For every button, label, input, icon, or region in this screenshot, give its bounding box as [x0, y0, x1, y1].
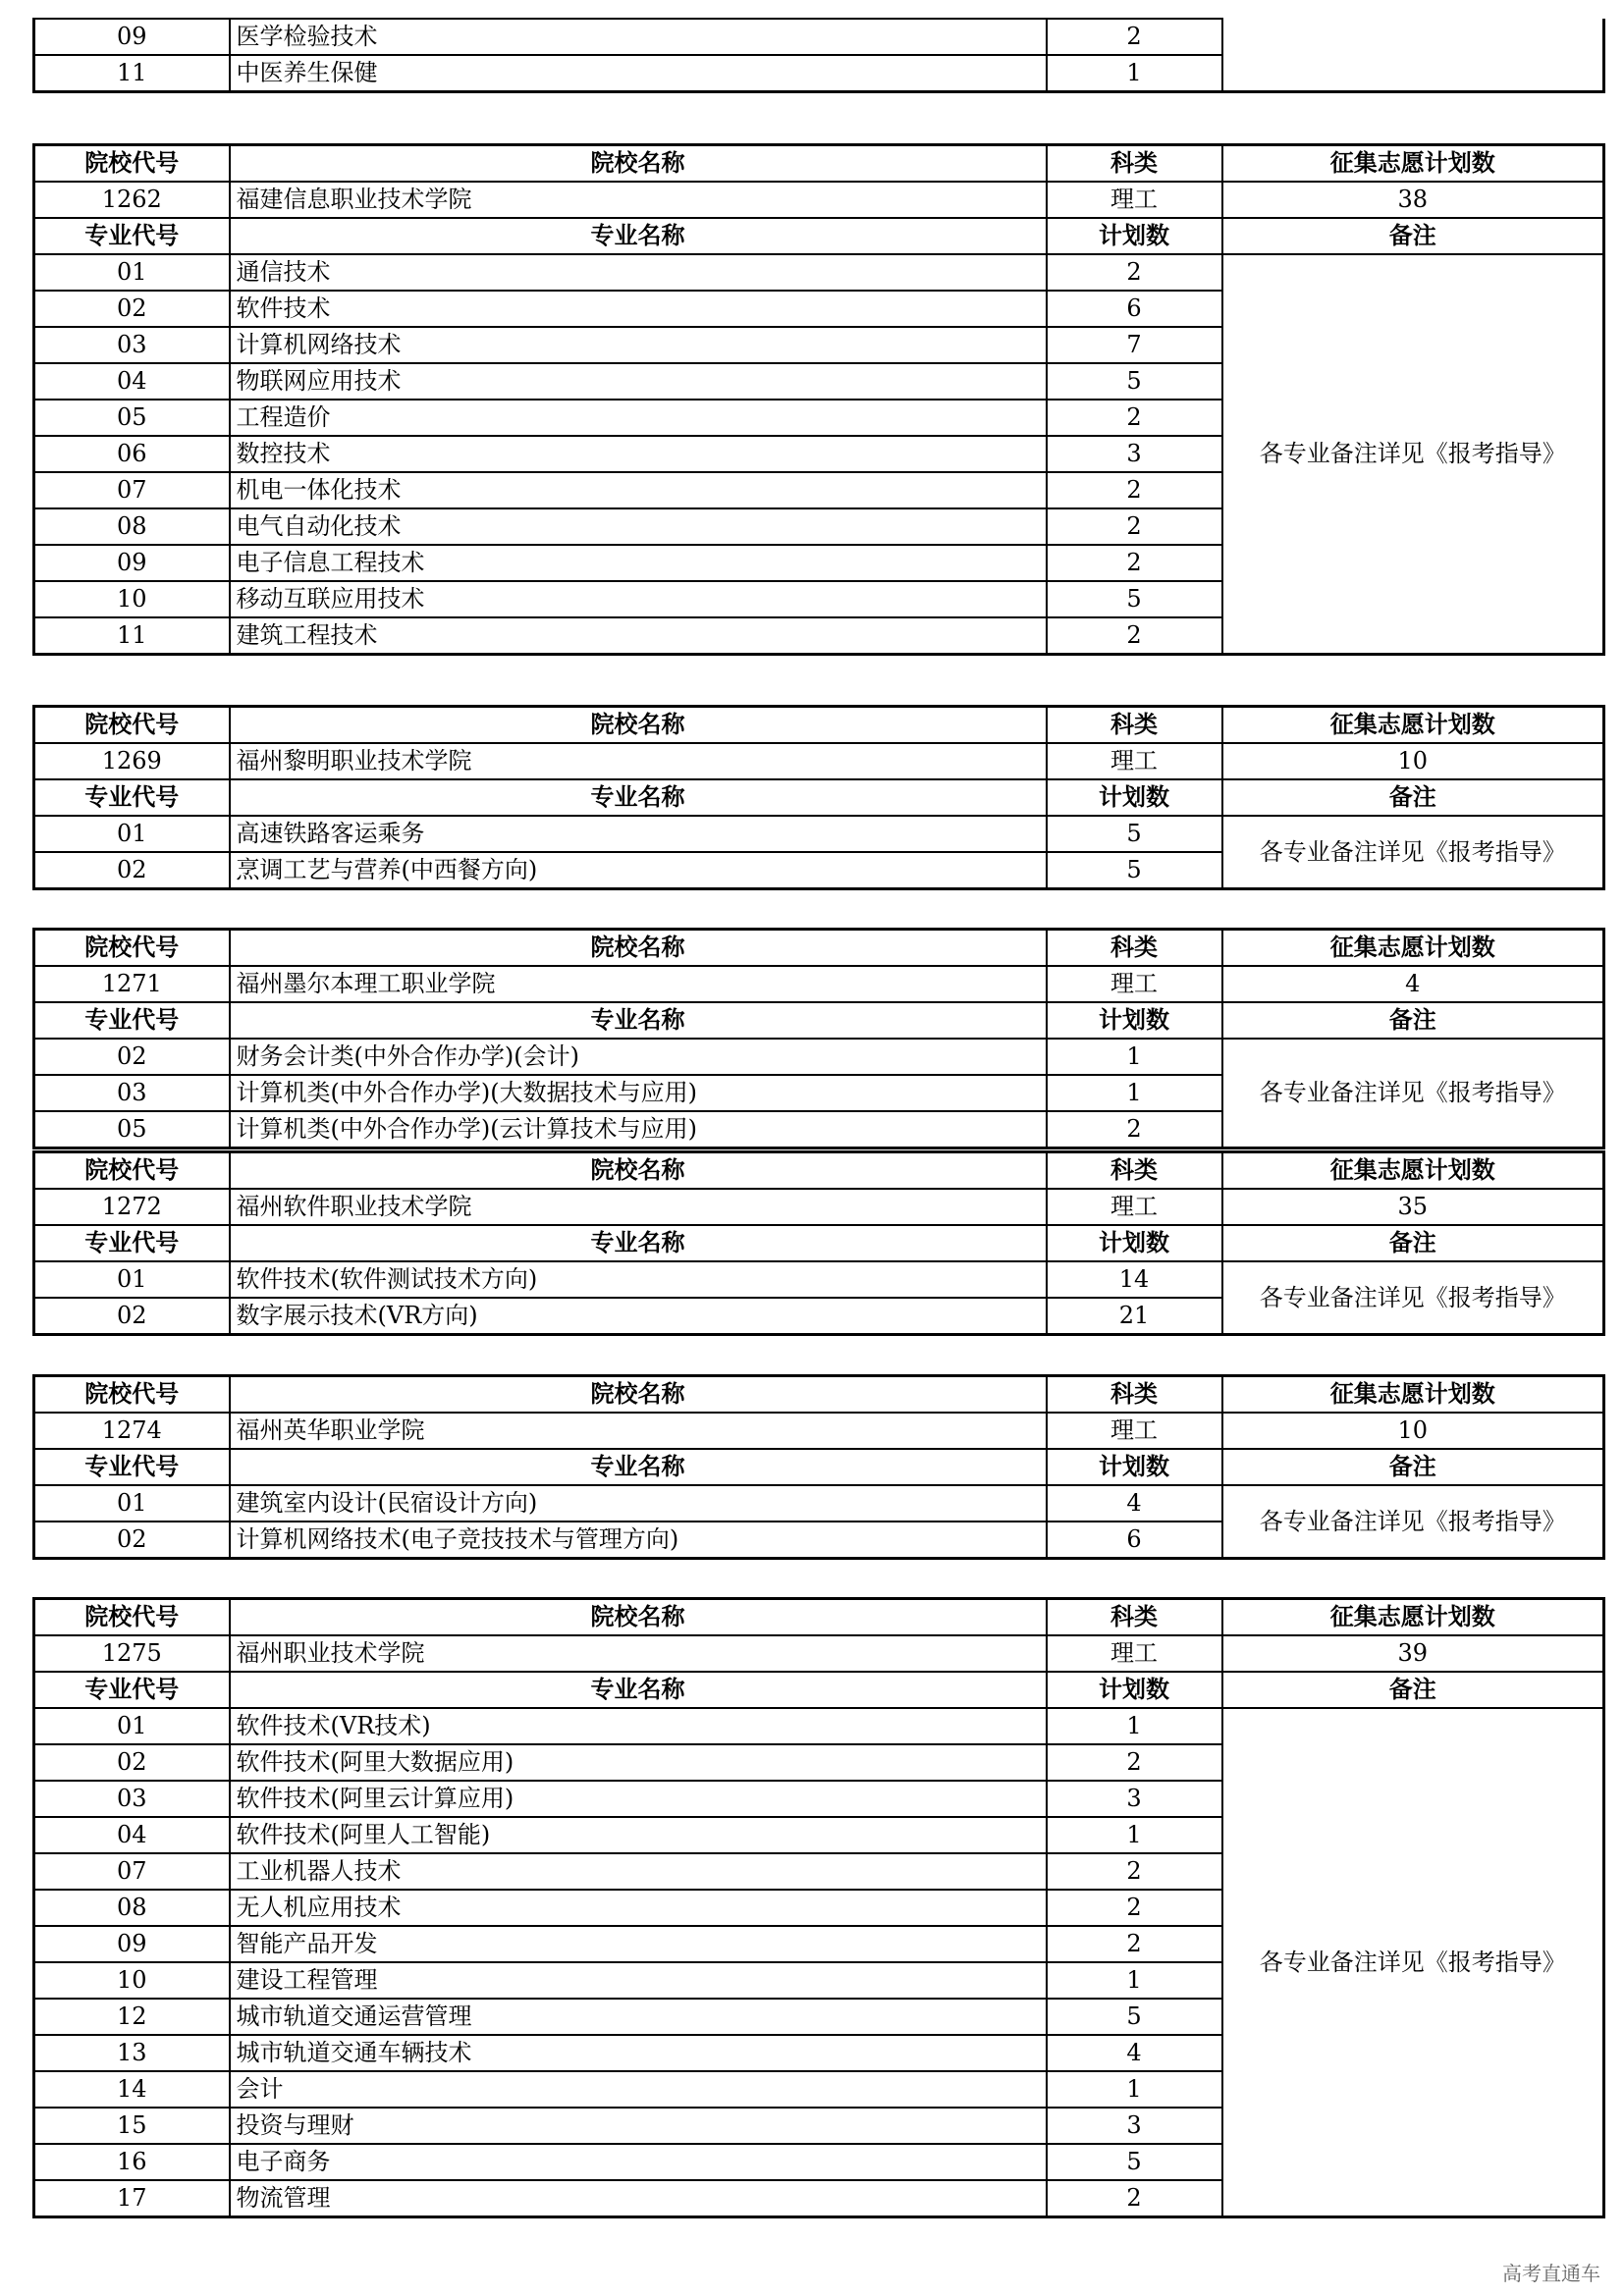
school-header-row	[34, 1599, 1604, 1636]
plan-total: 10	[1222, 1413, 1604, 1449]
plan-count: 2	[1047, 617, 1222, 655]
major-code: 03	[34, 327, 230, 363]
major-name: 通信技术	[230, 254, 1047, 291]
category: 理工	[1047, 182, 1222, 218]
school-name-header: 院校名称	[230, 1599, 1047, 1636]
category-header: 科类	[1047, 145, 1222, 183]
plan-count: 1	[1047, 55, 1222, 92]
watermark: 高考直通车	[1502, 2262, 1600, 2285]
major-code: 13	[34, 2035, 230, 2071]
plan-count: 1	[1047, 1817, 1222, 1853]
school-header-row	[34, 1152, 1604, 1190]
school-code: 1275	[34, 1635, 230, 1672]
remark: 各专业备注详见《报考指导》	[1222, 816, 1604, 889]
plan-count: 6	[1047, 1522, 1222, 1559]
major-row	[34, 1261, 1604, 1298]
major-code: 01	[34, 1485, 230, 1522]
major-name: 烹调工艺与营养(中西餐方向)	[230, 852, 1047, 889]
plan-count: 5	[1047, 1999, 1222, 2035]
category-header: 科类	[1047, 1152, 1222, 1190]
school-code-header: 院校代号	[34, 1152, 230, 1190]
plan-total: 10	[1222, 743, 1604, 779]
school-code-header: 院校代号	[34, 930, 230, 967]
major-row	[34, 1708, 1604, 1744]
major-name: 软件技术	[230, 291, 1047, 327]
major-code: 04	[34, 1817, 230, 1853]
plan-count: 2	[1047, 1111, 1222, 1148]
major-row	[34, 1039, 1604, 1075]
school-name-header: 院校名称	[230, 1376, 1047, 1414]
school-code: 1271	[34, 966, 230, 1002]
category: 理工	[1047, 743, 1222, 779]
major-name-header: 专业名称	[230, 1002, 1047, 1039]
major-code: 09	[34, 1926, 230, 1962]
major-code: 01	[34, 816, 230, 852]
major-code: 08	[34, 1890, 230, 1926]
major-name: 物流管理	[230, 2180, 1047, 2217]
plan-count: 14	[1047, 1261, 1222, 1298]
plan-count: 2	[1047, 1744, 1222, 1781]
major-name: 数控技术	[230, 436, 1047, 472]
school-code-header: 院校代号	[34, 1376, 230, 1414]
plan-count: 2	[1047, 508, 1222, 545]
major-code: 05	[34, 1111, 230, 1148]
category: 理工	[1047, 1635, 1222, 1672]
major-name-header: 专业名称	[230, 218, 1047, 254]
major-code: 02	[34, 1039, 230, 1075]
major-name: 工业机器人技术	[230, 1853, 1047, 1890]
major-name: 建筑室内设计(民宿设计方向)	[230, 1485, 1047, 1522]
major-code: 03	[34, 1781, 230, 1817]
major-header-row	[34, 218, 1604, 254]
major-code: 14	[34, 2071, 230, 2108]
plan-total-header: 征集志愿计划数	[1222, 1599, 1604, 1636]
plan-count: 21	[1047, 1298, 1222, 1335]
plan-count-header: 计划数	[1047, 1225, 1222, 1261]
major-name: 电气自动化技术	[230, 508, 1047, 545]
plan-total-header: 征集志愿计划数	[1222, 1376, 1604, 1414]
school-info-row	[34, 1413, 1604, 1449]
school-block-table	[32, 1150, 1605, 1336]
plan-count: 2	[1047, 1890, 1222, 1926]
category-header: 科类	[1047, 1599, 1222, 1636]
plan-count: 1	[1047, 2071, 1222, 2108]
plan-count: 3	[1047, 2108, 1222, 2144]
remark: 各专业备注详见《报考指导》	[1222, 1485, 1604, 1559]
school-block-table	[32, 928, 1605, 1149]
school-code-header: 院校代号	[34, 1599, 230, 1636]
remark-header: 备注	[1222, 218, 1604, 254]
remark-header: 备注	[1222, 1225, 1604, 1261]
major-name: 电子信息工程技术	[230, 545, 1047, 581]
plan-count: 2	[1047, 545, 1222, 581]
school-header-row	[34, 1376, 1604, 1414]
major-name: 数字展示技术(VR方向)	[230, 1298, 1047, 1335]
major-code: 10	[34, 581, 230, 617]
major-name: 财务会计类(中外合作办学)(会计)	[230, 1039, 1047, 1075]
remark-header: 备注	[1222, 779, 1604, 816]
major-name: 建筑工程技术	[230, 617, 1047, 655]
plan-total: 39	[1222, 1635, 1604, 1672]
plan-count-header: 计划数	[1047, 779, 1222, 816]
major-header-row	[34, 779, 1604, 816]
school-info-row	[34, 182, 1604, 218]
school-name: 福州墨尔本理工职业学院	[230, 966, 1047, 1002]
major-name: 计算机网络技术	[230, 327, 1047, 363]
plan-total-header: 征集志愿计划数	[1222, 145, 1604, 183]
plan-count: 5	[1047, 363, 1222, 400]
remark: 各专业备注详见《报考指导》	[1222, 1708, 1604, 2217]
major-name: 物联网应用技术	[230, 363, 1047, 400]
major-code: 02	[34, 1744, 230, 1781]
major-header-row	[34, 1449, 1604, 1485]
plan-count: 3	[1047, 436, 1222, 472]
remark-header: 备注	[1222, 1002, 1604, 1039]
major-header-row	[34, 1225, 1604, 1261]
plan-count: 2	[1047, 1853, 1222, 1890]
major-code: 15	[34, 2108, 230, 2144]
major-code: 09	[34, 545, 230, 581]
school-info-row	[34, 966, 1604, 1002]
school-code-header: 院校代号	[34, 707, 230, 744]
major-name: 城市轨道交通车辆技术	[230, 2035, 1047, 2071]
school-header-row	[34, 145, 1604, 183]
major-row	[34, 816, 1604, 852]
remark: 各专业备注详见《报考指导》	[1222, 254, 1604, 655]
major-code: 01	[34, 254, 230, 291]
category: 理工	[1047, 966, 1222, 1002]
plan-count: 6	[1047, 291, 1222, 327]
major-name-header: 专业名称	[230, 1449, 1047, 1485]
plan-count: 2	[1047, 19, 1222, 55]
major-name: 投资与理财	[230, 2108, 1047, 2144]
plan-count-header: 计划数	[1047, 1449, 1222, 1485]
major-code: 10	[34, 1962, 230, 1999]
plan-count: 4	[1047, 2035, 1222, 2071]
major-name: 智能产品开发	[230, 1926, 1047, 1962]
major-name: 软件技术(阿里大数据应用)	[230, 1744, 1047, 1781]
major-name: 会计	[230, 2071, 1047, 2108]
plan-count-header: 计划数	[1047, 1672, 1222, 1708]
major-name: 软件技术(阿里云计算应用)	[230, 1781, 1047, 1817]
category-header: 科类	[1047, 930, 1222, 967]
major-name: 软件技术(软件测试技术方向)	[230, 1261, 1047, 1298]
remark: 各专业备注详见《报考指导》	[1222, 1039, 1604, 1148]
school-name-header: 院校名称	[230, 707, 1047, 744]
plan-count: 2	[1047, 2180, 1222, 2217]
plan-count: 5	[1047, 2144, 1222, 2180]
major-row	[34, 19, 1604, 55]
plan-count: 3	[1047, 1781, 1222, 1817]
major-name: 中医养生保健	[230, 55, 1047, 92]
major-header-row	[34, 1002, 1604, 1039]
school-name-header: 院校名称	[230, 930, 1047, 967]
school-name: 福建信息职业技术学院	[230, 182, 1047, 218]
major-name: 电子商务	[230, 2144, 1047, 2180]
plan-count: 2	[1047, 400, 1222, 436]
major-name: 医学检验技术	[230, 19, 1047, 55]
major-code: 01	[34, 1708, 230, 1744]
plan-count: 4	[1047, 1485, 1222, 1522]
major-name: 工程造价	[230, 400, 1047, 436]
major-code: 02	[34, 852, 230, 889]
major-code: 01	[34, 1261, 230, 1298]
major-code-header: 专业代号	[34, 1225, 230, 1261]
school-code-header: 院校代号	[34, 145, 230, 183]
school-header-row	[34, 707, 1604, 744]
school-name: 福州黎明职业技术学院	[230, 743, 1047, 779]
plan-count: 1	[1047, 1039, 1222, 1075]
school-info-row	[34, 1635, 1604, 1672]
major-name-header: 专业名称	[230, 1225, 1047, 1261]
school-block-table	[32, 1597, 1605, 2218]
plan-count: 7	[1047, 327, 1222, 363]
plan-total-header: 征集志愿计划数	[1222, 707, 1604, 744]
major-name-header: 专业名称	[230, 779, 1047, 816]
major-name: 计算机网络技术(电子竞技技术与管理方向)	[230, 1522, 1047, 1559]
plan-count: 2	[1047, 472, 1222, 508]
major-code: 02	[34, 291, 230, 327]
major-name: 计算机类(中外合作办学)(云计算技术与应用)	[230, 1111, 1047, 1148]
category: 理工	[1047, 1413, 1222, 1449]
plan-total: 38	[1222, 182, 1604, 218]
school-code: 1269	[34, 743, 230, 779]
school-info-row	[34, 743, 1604, 779]
major-code: 12	[34, 1999, 230, 2035]
category-header: 科类	[1047, 1376, 1222, 1414]
major-header-row	[34, 1672, 1604, 1708]
category: 理工	[1047, 1189, 1222, 1225]
school-code: 1262	[34, 182, 230, 218]
major-code: 08	[34, 508, 230, 545]
school-block-table	[32, 143, 1605, 656]
school-block-table	[32, 705, 1605, 890]
major-code: 17	[34, 2180, 230, 2217]
major-name: 软件技术(VR技术)	[230, 1708, 1047, 1744]
school-header-row	[34, 930, 1604, 967]
plan-count-header: 计划数	[1047, 218, 1222, 254]
remark-cell	[1222, 19, 1604, 92]
major-code-header: 专业代号	[34, 218, 230, 254]
school-code: 1274	[34, 1413, 230, 1449]
major-name: 建设工程管理	[230, 1962, 1047, 1999]
major-name: 软件技术(阿里人工智能)	[230, 1817, 1047, 1853]
major-name: 计算机类(中外合作办学)(大数据技术与应用)	[230, 1075, 1047, 1111]
major-name: 高速铁路客运乘务	[230, 816, 1047, 852]
school-name-header: 院校名称	[230, 1152, 1047, 1190]
plan-count: 1	[1047, 1708, 1222, 1744]
major-code: 03	[34, 1075, 230, 1111]
major-name-header: 专业名称	[230, 1672, 1047, 1708]
major-code-header: 专业代号	[34, 779, 230, 816]
major-code: 11	[34, 617, 230, 655]
plan-count: 2	[1047, 1926, 1222, 1962]
major-code-header: 专业代号	[34, 1002, 230, 1039]
major-name: 移动互联应用技术	[230, 581, 1047, 617]
major-code: 07	[34, 472, 230, 508]
major-code: 11	[34, 55, 230, 92]
plan-count-header: 计划数	[1047, 1002, 1222, 1039]
major-code: 02	[34, 1522, 230, 1559]
major-code: 07	[34, 1853, 230, 1890]
plan-count: 5	[1047, 852, 1222, 889]
school-code: 1272	[34, 1189, 230, 1225]
major-name: 城市轨道交通运营管理	[230, 1999, 1047, 2035]
school-info-row	[34, 1189, 1604, 1225]
school-name-header: 院校名称	[230, 145, 1047, 183]
major-row	[34, 1485, 1604, 1522]
major-code-header: 专业代号	[34, 1449, 230, 1485]
school-name: 福州软件职业技术学院	[230, 1189, 1047, 1225]
plan-count: 5	[1047, 581, 1222, 617]
major-name: 无人机应用技术	[230, 1890, 1047, 1926]
plan-total-header: 征集志愿计划数	[1222, 1152, 1604, 1190]
continued-major-table	[32, 18, 1605, 93]
plan-total-header: 征集志愿计划数	[1222, 930, 1604, 967]
major-code: 09	[34, 19, 230, 55]
plan-total: 4	[1222, 966, 1604, 1002]
major-code-header: 专业代号	[34, 1672, 230, 1708]
plan-count: 5	[1047, 816, 1222, 852]
major-code: 04	[34, 363, 230, 400]
school-name: 福州职业技术学院	[230, 1635, 1047, 1672]
plan-count: 1	[1047, 1075, 1222, 1111]
major-code: 06	[34, 436, 230, 472]
remark-header: 备注	[1222, 1672, 1604, 1708]
plan-count: 2	[1047, 254, 1222, 291]
major-code: 05	[34, 400, 230, 436]
plan-total: 35	[1222, 1189, 1604, 1225]
category-header: 科类	[1047, 707, 1222, 744]
major-row	[34, 254, 1604, 291]
major-name: 机电一体化技术	[230, 472, 1047, 508]
major-code: 16	[34, 2144, 230, 2180]
remark-header: 备注	[1222, 1449, 1604, 1485]
major-code: 02	[34, 1298, 230, 1335]
school-block-table	[32, 1374, 1605, 1560]
plan-count: 1	[1047, 1962, 1222, 1999]
remark: 各专业备注详见《报考指导》	[1222, 1261, 1604, 1335]
school-name: 福州英华职业学院	[230, 1413, 1047, 1449]
